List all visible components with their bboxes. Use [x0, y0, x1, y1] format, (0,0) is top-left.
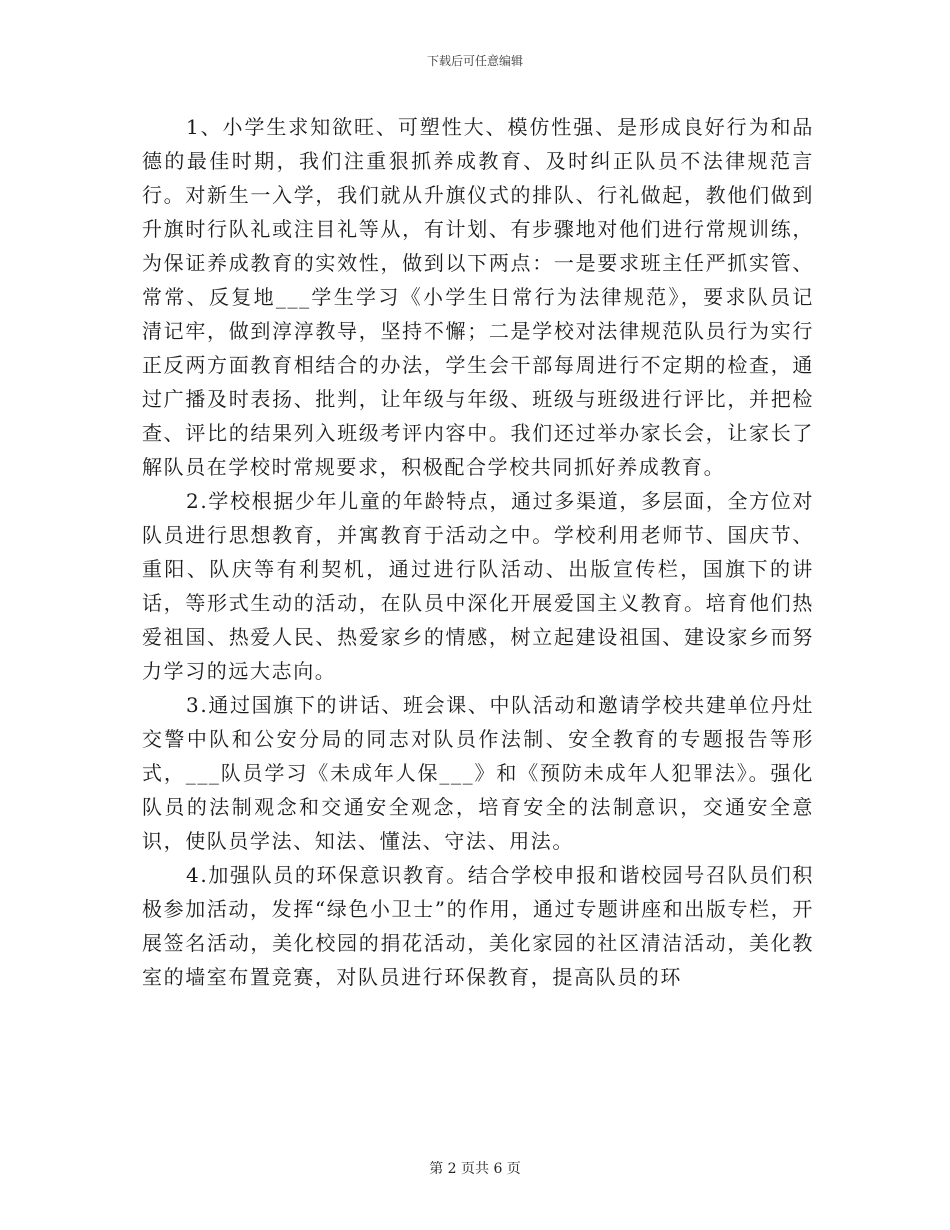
page-footer: 第 2 页共 6 页 — [429, 1161, 521, 1177]
document-body — [142, 110, 814, 994]
paragraph-3: 3.通过国旗下的讲话、班会课、中队活动和邀请学校共建单位丹灶交警中队和公安分局的同志对队员作法制、安全教育的专题报告等形式，___队员学习《未成年人保___》和《预防未成年人犯罪法》。强化队员的法制观念和交通安全观念，培育安全的法制意识，交通安全意识，使队员学法、知法、懂法、守法、用法。 — [142, 693, 814, 853]
paragraph-2: 2.学校根据少年儿童的年龄特点，通过多渠道，多层面，全方位对队员进行思想教育，并寓教育于活动之中。学校利用老师节、国庆节、重阳、队庆等有利契机，通过进行队活动、出版宣传栏，国旗下的讲话，等形式生动的活动，在队员中深化开展爱国主义教育。培育他们热爱祖国、热爱人民、热爱家乡的情感，树立起建设祖国、建设家乡而努力学习的远大志向。 — [142, 489, 814, 683]
paragraph-1: 1、小学生求知欲旺、可塑性大、模仿性强、是形成良好行为和品德的最佳时期，我们注重狠抓养成教育、及时纠正队员不法律规范言行。对新生一入学，我们就从升旗仪式的排队、行礼做起，教他们做到升旗时行队礼或注目礼等从，有计划、有步骤地对他们进行常规训练，为保证养成教育的实效性，做到以下两点：一是要求班主任严抓实管、常常、反复地___学生学习《小学生日常行为法律规范》，要求队员记清记牢，做到淳淳教导，坚持不懈；二是学校对法律规范队员行为实行正反两方面教育相结合的办法，学生会干部每周进行不定期的检查，通过广播及时表扬、批判，让年级与年级、班级与班级进行评比，并把检查、评比的结果列入班级考评内容中。我们还过举办家长会，让家长了解队员在学校时常规要求，积极配合学校共同抓好养成教育。 — [142, 115, 814, 479]
paragraph-4: 4.加强队员的环保意识教育。结合学校申报和谐校园号召队员们积极参加活动，发挥“绿色小卫士”的作用，通过专题讲座和出版专栏，开展签名活动，美化校园的捐花活动，美化家园的社区清洁活动，美化教室的墙室布置竞赛，对队员进行环保教育，提高队员的环 — [142, 863, 814, 989]
page-header: 下载后可任意编辑 — [426, 54, 523, 68]
